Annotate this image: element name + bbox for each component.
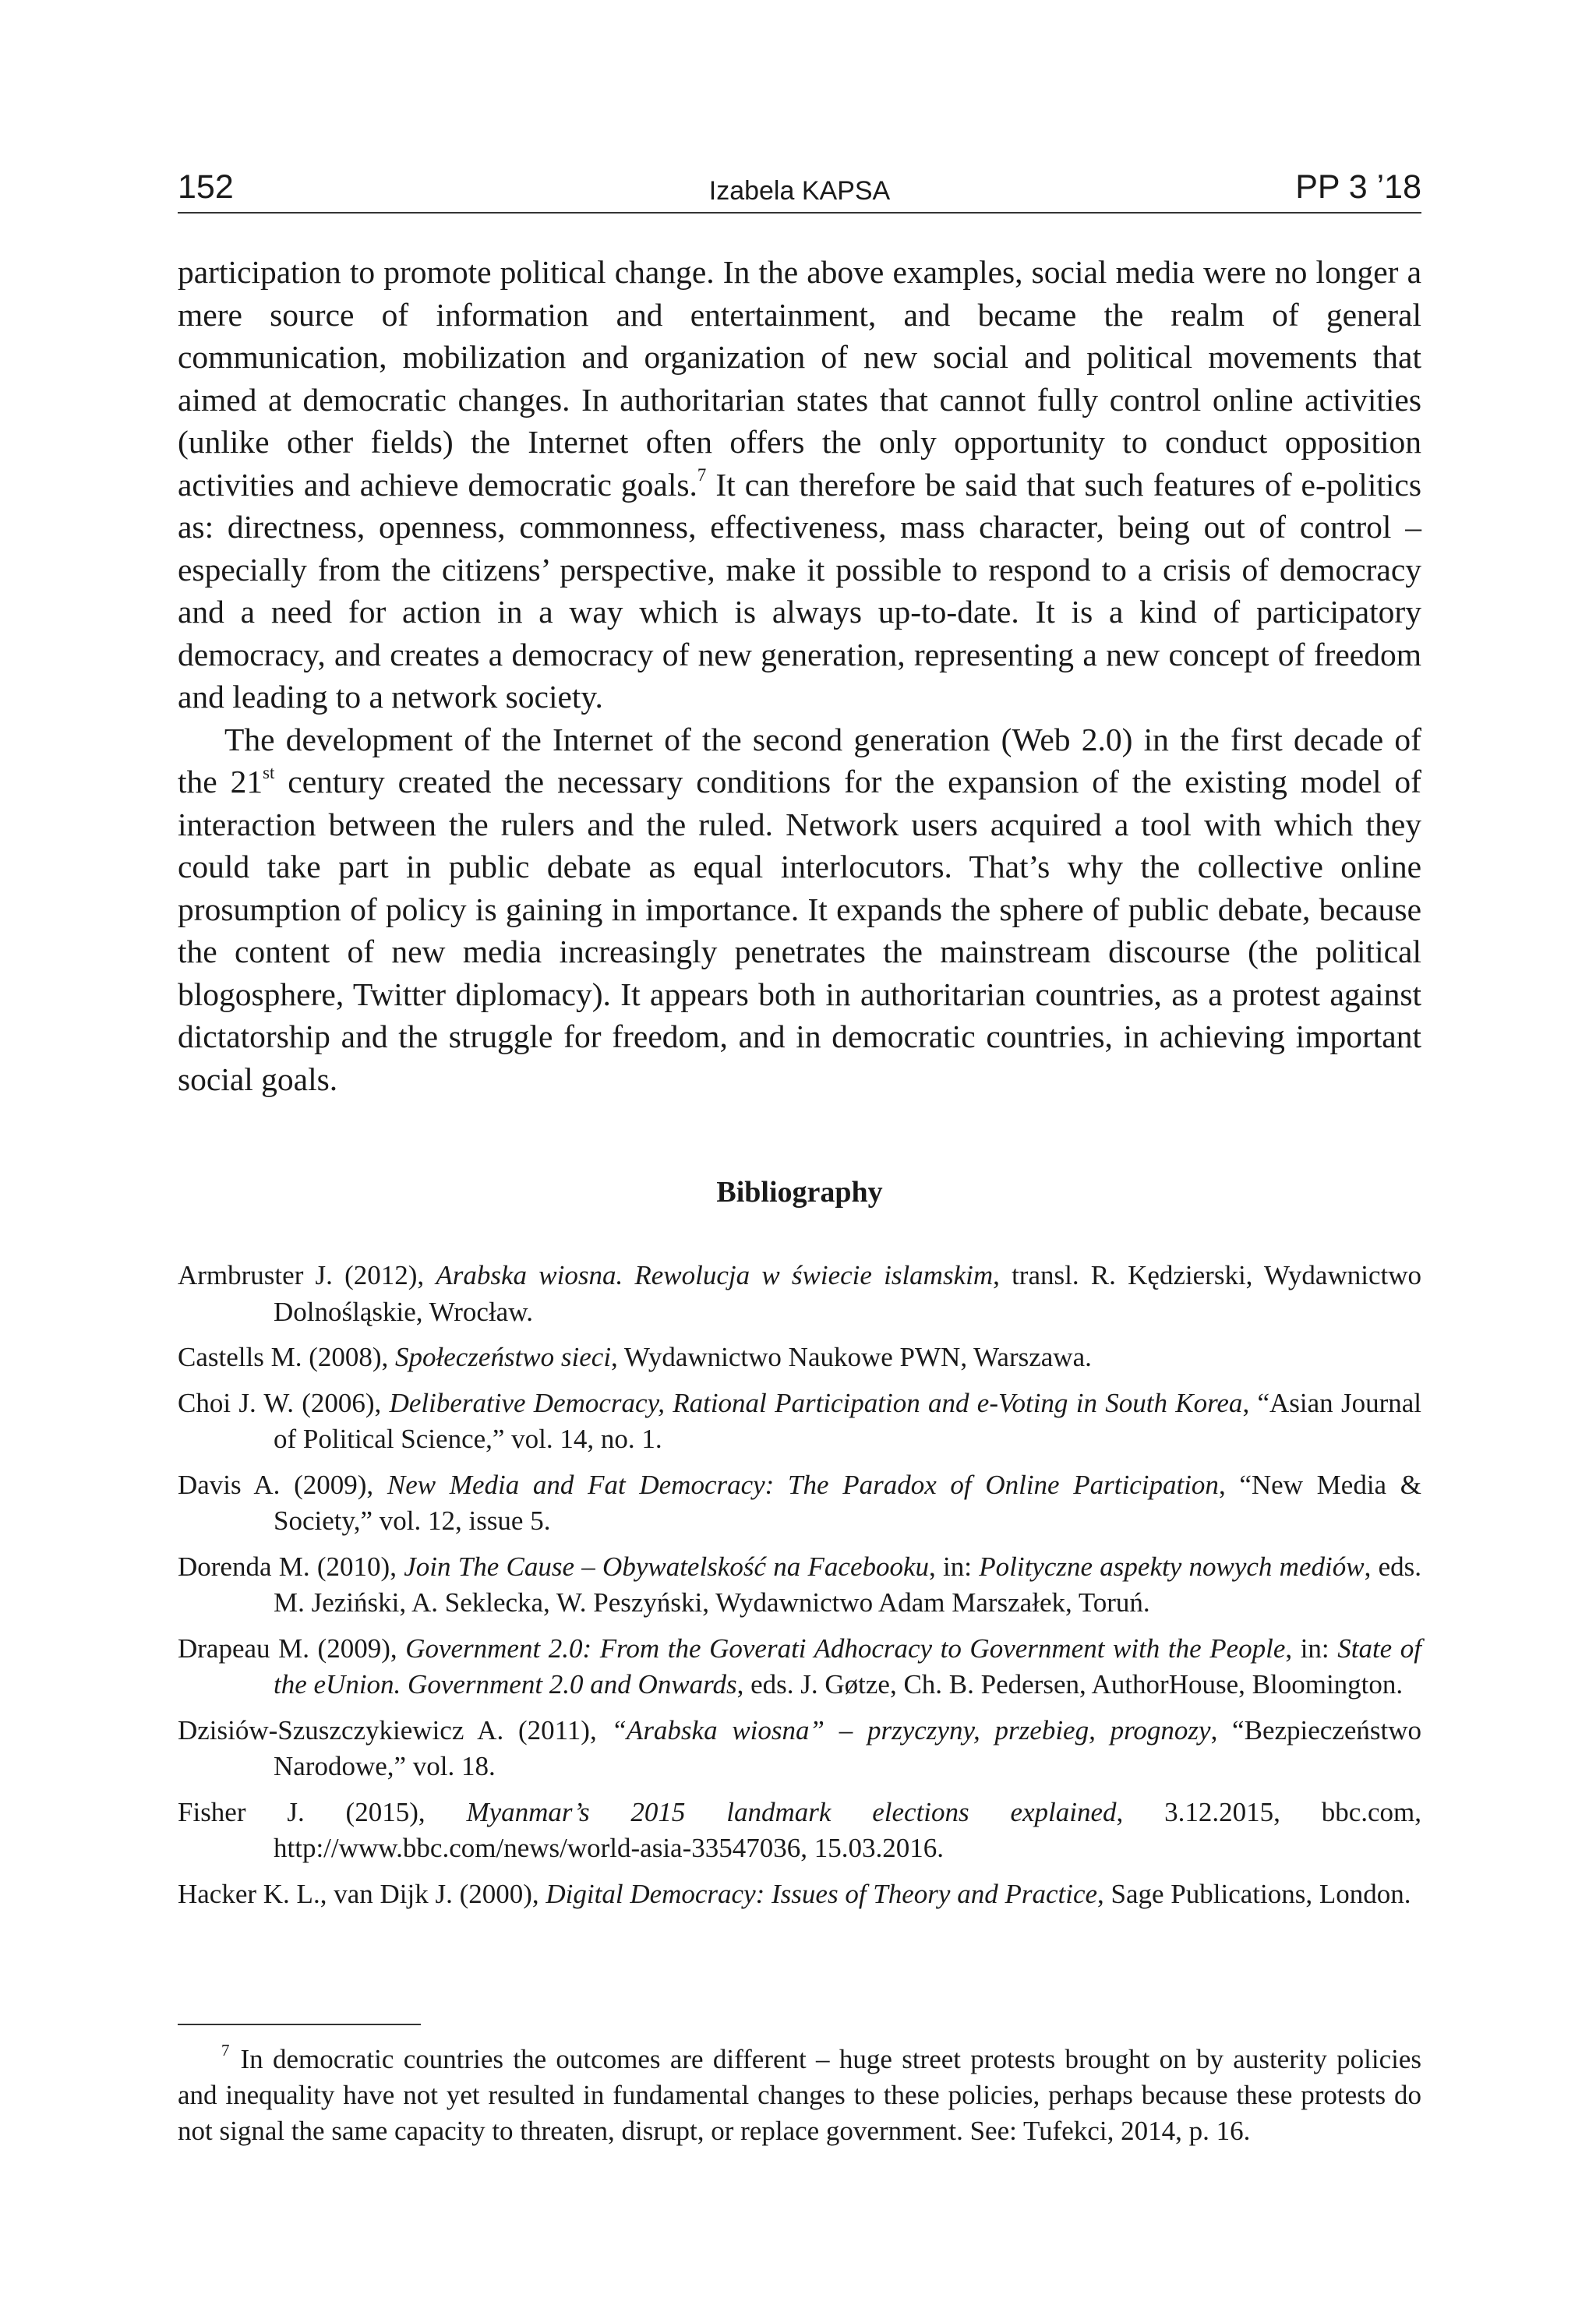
entry-publication: , Sage Publications, London. — [1097, 1878, 1411, 1909]
entry-author-year: Armbruster J. (2012), — [178, 1260, 436, 1290]
bibliography-entry — [178, 1631, 1421, 1703]
bibliography-entry — [178, 1340, 1421, 1376]
entry-author-year: Fisher J. (2015), — [178, 1796, 467, 1827]
bibliography-heading: Bibliography — [716, 1176, 883, 1209]
footnote-text: In democratic countries the outcomes are different – huge street protests brought on by austerity policies and inequality have not yet resulted in fundamental changes to these policies, perhaps because these protests do not signal the same capacity to threaten, disrupt, or replace government. See: Tufekci, 2014, p. 16. — [178, 2044, 1421, 2146]
entry-book-title: State of the eUnion. Government 2.0 and Onwards — [274, 1633, 1421, 1700]
bibliography-entry — [178, 1467, 1421, 1540]
entry-title: New Media and Fat Democracy: The Paradox of Online Participation — [387, 1469, 1219, 1500]
entry-title: Arabska wiosna. Rewolucja w świecie islamskim — [436, 1260, 994, 1290]
bibliography-entry — [178, 1713, 1421, 1785]
entry-publication: , Wydawnictwo Naukowe PWN, Warszawa. — [611, 1342, 1092, 1372]
bibliography-entry — [178, 1385, 1421, 1458]
bibliography-entry — [178, 1876, 1421, 1913]
entry-title: “Arabska wiosna” – przyczyny, przebieg, prognozy — [611, 1714, 1211, 1745]
entry-title: Myanmar’s 2015 landmark elections explained — [466, 1796, 1117, 1827]
entry-author-year: Castells M. (2008), — [178, 1342, 396, 1372]
paragraph-1 — [178, 251, 1421, 718]
entry-title: Digital Democracy: Issues of Theory and Practice — [546, 1878, 1098, 1909]
entry-publication: , eds. J. Gøtze, Ch. B. Pedersen, AuthorHouse, Bloomington. — [736, 1669, 1404, 1700]
entry-author-year: Dorenda M. (2010), — [178, 1551, 404, 1582]
entry-author-year: Hacker K. L., van Dijk J. (2000), — [178, 1878, 546, 1909]
footnote — [178, 2042, 1421, 2149]
entry-in: , in: — [1285, 1633, 1338, 1664]
entry-publication: , “Bezpieczeństwo Narodowe,” vol. 18. — [274, 1714, 1421, 1781]
entry-title: Deliberative Democracy, Rational Participation and e-Voting in South Korea — [389, 1387, 1243, 1418]
paragraph-2 — [178, 718, 1421, 1101]
entry-in: , in: — [929, 1551, 980, 1582]
entry-publication: , “Asian Journal of Political Science,” vol. 14, no. 1. — [274, 1387, 1421, 1454]
entry-book-title: Polityczne aspekty nowych mediów — [979, 1551, 1365, 1582]
paragraph-1-text-b: It can therefore be said that such features of e-politics as: directness, openness, commonness, effectiveness, mass character, being out of control – especially from the citizens’ perspective, make it possible to respond to a crisis of democracy and a need for action in a way which is always up-to-date. It is a kind of participatory democracy, and creates a democracy of new generation, representing a new concept of freedom and leading to a network society. — [178, 466, 1421, 715]
entry-author-year: Choi J. W. (2006), — [178, 1387, 390, 1418]
entry-publication: , 3.12.2015, bbc.com, http://www.bbc.com/news/world-asia-33547036, 15.03.2016. — [274, 1796, 1421, 1863]
footnote-separator — [178, 2024, 421, 2025]
paragraph-2-text-b: century created the necessary conditions for the expansion of the existing model of interaction between the rulers and the ruled. Network users acquired a tool with which they could take part in public debate as equal interlocutors. That’s why the collective online prosumption of policy is gaining in importance. It expands the sphere of public debate, because the content of new media increasingly penetrates the mainstream discourse (the political blogosphere, Twitter diplomacy). It appears both in authoritarian countries, as a protest against dictatorship and the struggle for freedom, and in democratic countries, in achieving important social goals. — [178, 764, 1421, 1097]
entry-publication: , eds. M. Jeziński, A. Seklecka, W. Peszyński, Wydawnictwo Adam Marszałek, Toruń. — [274, 1551, 1421, 1618]
main-text — [178, 251, 1421, 1100]
entry-publication: , transl. R. Kędzierski, Wydawnictwo Dolnośląskie, Wrocław. — [274, 1260, 1421, 1327]
journal-issue: PP 3 ’18 — [1295, 168, 1421, 206]
paragraph-2-text-a: The development of the Internet of the second generation (Web 2.0) in the first decade of the 21 — [178, 721, 1421, 799]
bibliography-entry — [178, 1549, 1421, 1622]
footnote-reference[interactable]: 7 — [697, 465, 707, 485]
footnote-number: 7 — [221, 2041, 230, 2060]
entry-title: Join The Cause – Obywatelskość na Facebooku — [404, 1551, 930, 1582]
entry-title: Społeczeństwo sieci — [395, 1342, 612, 1372]
entry-author-year: Davis A. (2009), — [178, 1469, 387, 1500]
entry-title: Government 2.0: From the Goverati Adhocracy to Government with the People — [405, 1633, 1286, 1664]
ordinal-superscript: st — [263, 762, 275, 782]
entry-publication: , “New Media & Society,” vol. 12, issue 5. — [274, 1469, 1422, 1536]
paragraph-1-text-a: participation to promote political change. In the above examples, social media were no longer a mere source of information and entertainment, and became the realm of general communication, mobilization and organization of new social and political movements that aimed at democratic changes. In authoritarian states that cannot fully control online activities (unlike other fields) the Internet often offers the only opportunity to conduct opposition activities and achieve democratic goals. — [178, 254, 1421, 503]
running-author: Izabela KAPSA — [708, 176, 891, 206]
bibliography-entry — [178, 1258, 1421, 1330]
running-header — [178, 167, 1421, 214]
bibliography-entry — [178, 1795, 1421, 1867]
bibliography-list — [178, 1258, 1421, 1922]
entry-author-year: Dzisiów-Szuszczykiewicz A. (2011), — [178, 1714, 612, 1745]
entry-author-year: Drapeau M. (2009), — [178, 1633, 406, 1664]
page-number: 152 — [178, 168, 234, 206]
